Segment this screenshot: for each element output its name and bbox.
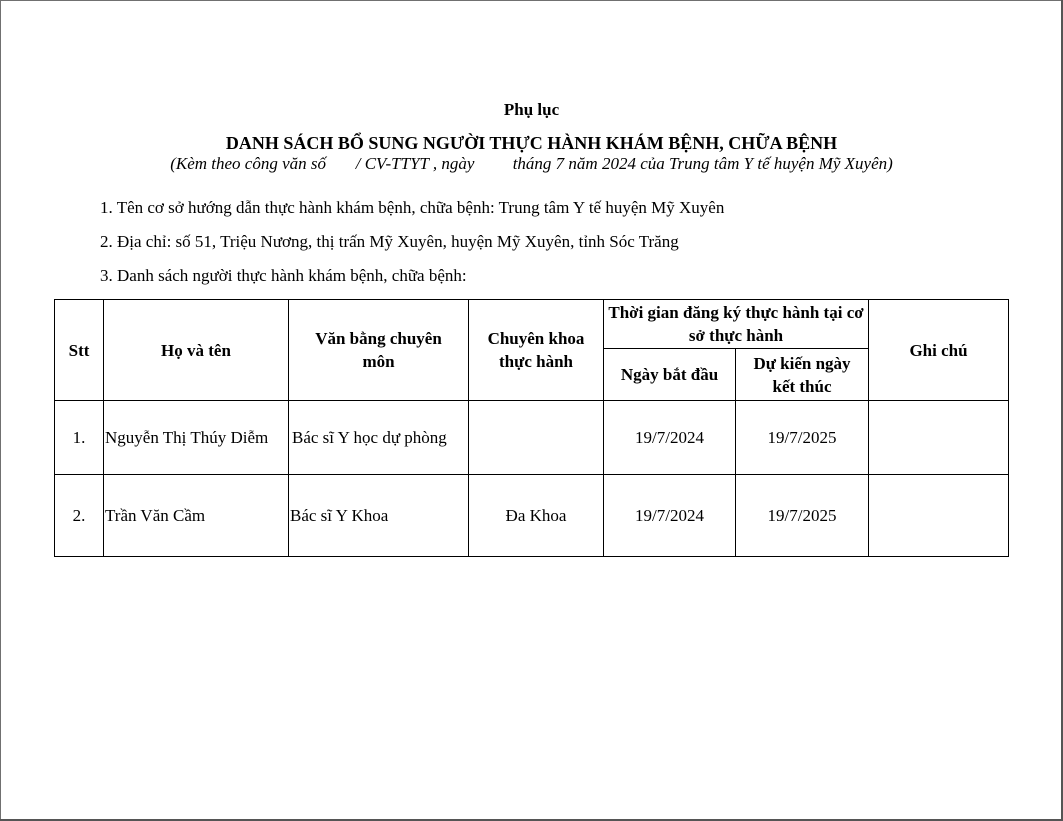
row-degree: Bác sĩ Y học dự phòng (289, 401, 469, 475)
header-end-date: Dự kiến ngày kết thúc (736, 349, 869, 401)
row-end-date: 19/7/2025 (736, 475, 869, 557)
header-period: Thời gian đăng ký thực hành tại cơ sở thực hành (604, 300, 869, 349)
header-specialty-text: Chuyên khoa thực hành (487, 329, 585, 371)
header-degree-text: Văn bằng chuyên môn (315, 329, 442, 371)
facility-name-line: 1. Tên cơ sở hướng dẫn thực hành khám bệnh, chữa bệnh: Trung tâm Y tế huyện Mỹ Xuyên (100, 198, 725, 217)
practitioner-table (54, 299, 1009, 557)
document-title: DANH SÁCH BỔ SUNG NGƯỜI THỰC HÀNH KHÁM BỆNH, CHỮA BỆNH (225, 133, 838, 153)
row-start-date: 19/7/2024 (604, 401, 736, 475)
row-end-date: 19/7/2025 (736, 401, 869, 475)
row-stt: 2. (55, 475, 104, 557)
row-specialty (469, 401, 604, 475)
table-row (55, 475, 1009, 557)
row-note (869, 401, 1009, 475)
row-note (869, 475, 1009, 557)
row-start-date: 19/7/2024 (604, 475, 736, 557)
header-note: Ghi chú (869, 300, 1009, 401)
header-name: Họ và tên (104, 300, 289, 401)
header-stt: Stt (55, 300, 104, 401)
header-start-date: Ngày bắt đầu (604, 349, 736, 401)
row-degree: Bác sĩ Y Khoa (289, 475, 469, 557)
row-name: Nguyễn Thị Thúy Diễm (104, 401, 289, 475)
document-subtitle: (Kèm theo công văn số / CV-TTYT , ngày tháng 7 năm 2024 của Trung tâm Y tế huyện Mỹ Xuyên) (170, 154, 893, 173)
row-stt: 1. (55, 401, 104, 475)
row-specialty: Đa Khoa (469, 475, 604, 557)
table-header-row (55, 300, 1009, 349)
row-name: Trần Văn Cầm (104, 475, 289, 557)
table-row (55, 401, 1009, 475)
appendix-label: Phụ lục (503, 100, 560, 119)
header-specialty (469, 300, 604, 401)
address-line: 2. Địa chỉ: số 51, Triệu Nương, thị trấn Mỹ Xuyên, huyện Mỹ Xuyên, tỉnh Sóc Trăng (100, 232, 679, 251)
header-degree (289, 300, 469, 401)
list-intro-line: 3. Danh sách người thực hành khám bệnh, chữa bệnh: (100, 266, 467, 285)
